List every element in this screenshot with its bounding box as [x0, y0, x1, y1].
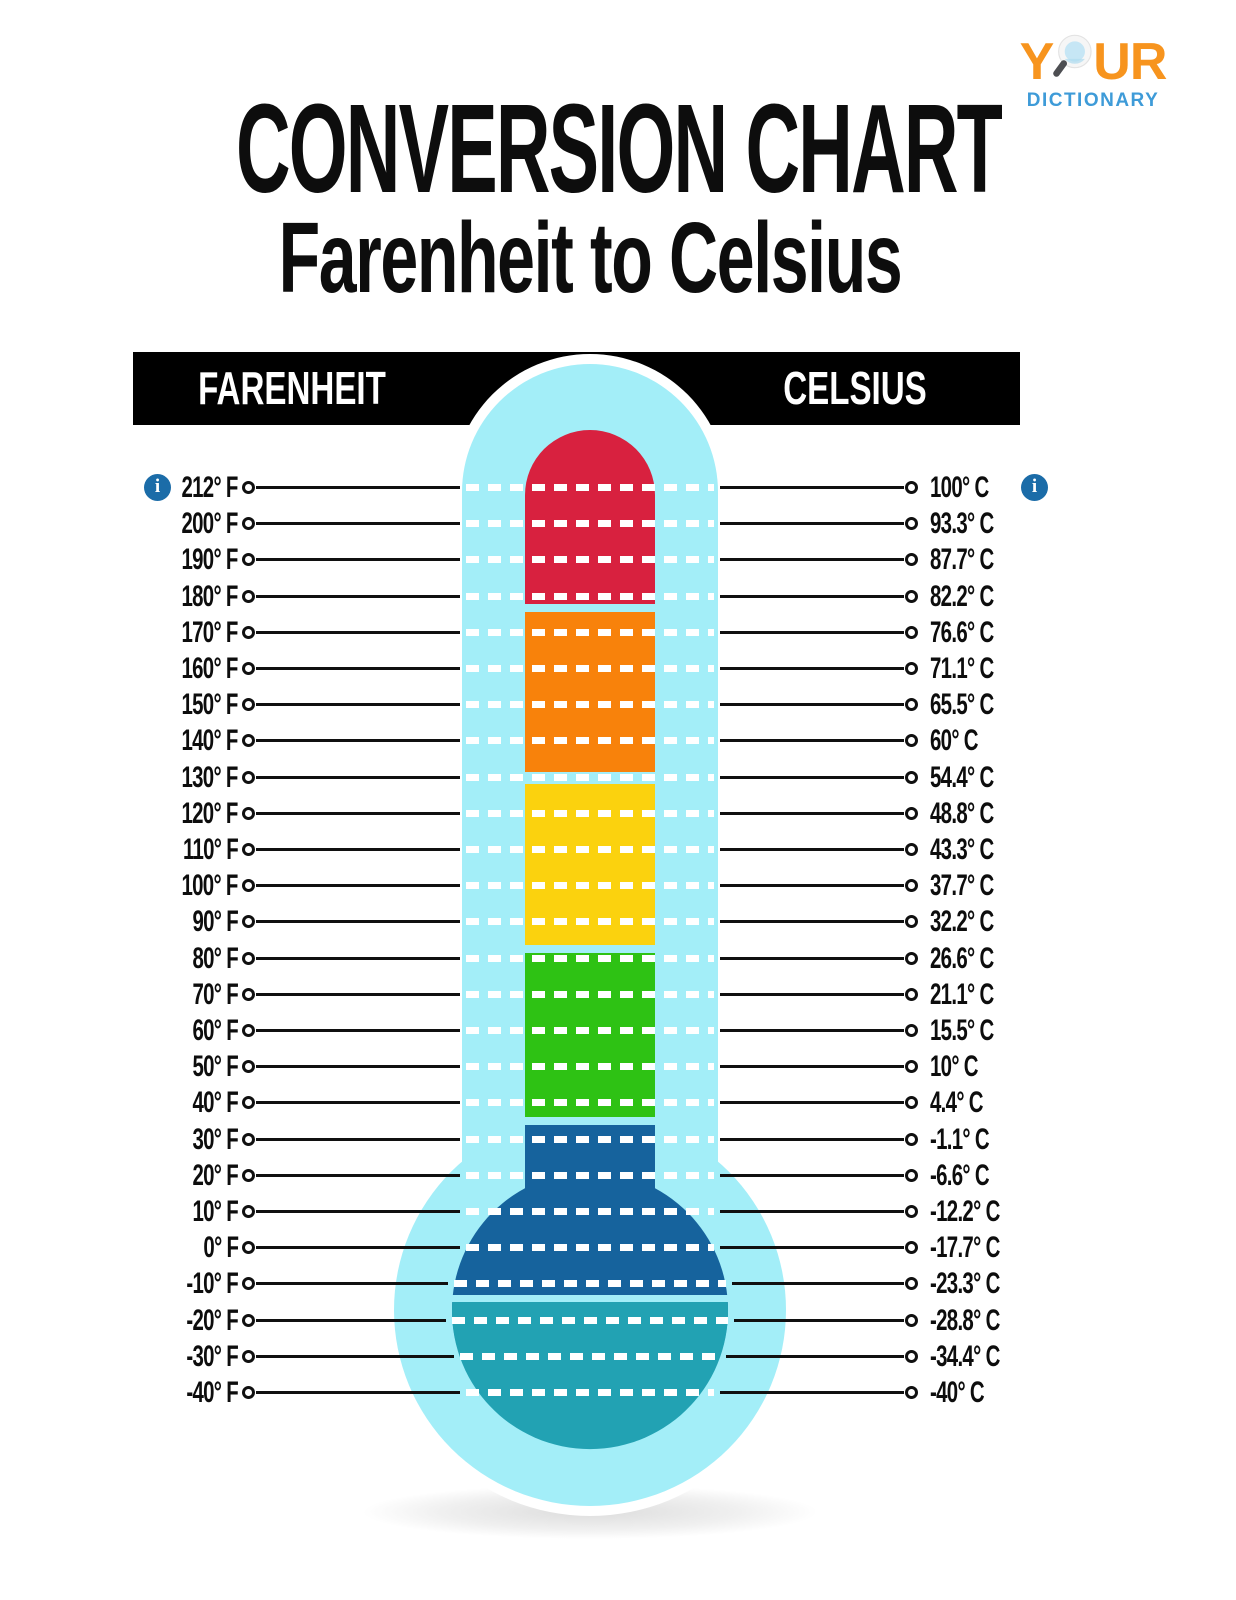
celsius-label: 32.2° C: [930, 905, 994, 938]
fahrenheit-line-endpoint: [242, 1241, 255, 1254]
celsius-leader-line: [720, 739, 904, 742]
conversion-row: [0, 654, 1236, 684]
thermometer-dash-line: [466, 810, 714, 817]
celsius-label: 82.2° C: [930, 580, 994, 613]
fahrenheit-leader-line: [256, 848, 460, 851]
celsius-line-endpoint: [905, 771, 918, 784]
celsius-leader-line: [734, 1319, 904, 1322]
conversion-row: [0, 1269, 1236, 1299]
fahrenheit-label: 170° F: [181, 616, 238, 649]
info-icon-fahrenheit: i: [144, 474, 171, 501]
celsius-label: 37.7° C: [930, 869, 994, 902]
fahrenheit-leader-line: [256, 486, 460, 489]
celsius-leader-line: [720, 595, 904, 598]
fahrenheit-line-endpoint: [242, 952, 255, 965]
thermometer-dash-line: [466, 955, 714, 962]
thermometer-dash-line: [466, 846, 714, 853]
fahrenheit-label: -10° F: [186, 1267, 238, 1300]
fahrenheit-line-endpoint: [242, 879, 255, 892]
logo-wordmark: [1015, 34, 1171, 89]
celsius-label: 10° C: [930, 1050, 978, 1083]
fahrenheit-line-endpoint: [242, 1350, 255, 1363]
celsius-line-endpoint: [905, 988, 918, 1001]
fahrenheit-label: 120° F: [181, 797, 238, 830]
thermometer-dash-line: [466, 774, 714, 781]
celsius-line-endpoint: [905, 879, 918, 892]
celsius-leader-line: [720, 1101, 904, 1104]
conversion-row: [0, 618, 1236, 648]
conversion-row: [0, 1088, 1236, 1118]
thermometer-dash-line: [466, 737, 714, 744]
celsius-label: -6.6° C: [930, 1159, 989, 1192]
fahrenheit-line-endpoint: [242, 517, 255, 530]
celsius-leader-line: [720, 812, 904, 815]
fahrenheit-line-endpoint: [242, 481, 255, 494]
fahrenheit-line-endpoint: [242, 1205, 255, 1218]
fahrenheit-leader-line: [256, 595, 460, 598]
celsius-label: 93.3° C: [930, 507, 994, 540]
thermometer-dash-line: [466, 484, 714, 491]
fahrenheit-label: 0° F: [203, 1231, 238, 1264]
thermometer-dash-line: [466, 1063, 714, 1070]
fahrenheit-line-endpoint: [242, 553, 255, 566]
logo-letters-ur: UR: [1093, 32, 1167, 91]
celsius-label: -34.4° C: [930, 1340, 1000, 1373]
celsius-label: 87.7° C: [930, 543, 994, 576]
fahrenheit-line-endpoint: [242, 1096, 255, 1109]
celsius-label: -40° C: [930, 1376, 984, 1409]
celsius-leader-line: [720, 703, 904, 706]
thermometer-dash-line: [452, 1317, 728, 1324]
conversion-row: [0, 835, 1236, 865]
celsius-leader-line: [720, 993, 904, 996]
celsius-label: 71.1° C: [930, 652, 994, 685]
celsius-line-endpoint: [905, 1350, 918, 1363]
fahrenheit-leader-line: [256, 1210, 460, 1213]
thermometer-dash-line: [466, 520, 714, 527]
celsius-leader-line: [720, 776, 904, 779]
conversion-row: [0, 1342, 1236, 1372]
celsius-line-endpoint: [905, 662, 918, 675]
celsius-leader-line: [720, 1138, 904, 1141]
fahrenheit-label: 110° F: [182, 833, 238, 866]
fahrenheit-line-endpoint: [242, 626, 255, 639]
fahrenheit-line-endpoint: [242, 590, 255, 603]
fahrenheit-leader-line: [256, 1101, 460, 1104]
celsius-label: -1.1° C: [930, 1123, 989, 1156]
celsius-line-endpoint: [905, 1241, 918, 1254]
fahrenheit-leader-line: [256, 920, 460, 923]
celsius-label: -28.8° C: [930, 1304, 1000, 1337]
conversion-row: [0, 1052, 1236, 1082]
conversion-row: [0, 1016, 1236, 1046]
fahrenheit-line-endpoint: [242, 1060, 255, 1073]
fahrenheit-label: 40° F: [192, 1086, 238, 1119]
thermometer-dash-line: [466, 701, 714, 708]
conversion-row: [0, 545, 1236, 575]
conversion-row: [0, 726, 1236, 756]
fahrenheit-leader-line: [256, 812, 460, 815]
conversion-row: [0, 944, 1236, 974]
fahrenheit-leader-line: [256, 667, 460, 670]
fahrenheit-label: 212° F: [181, 471, 238, 504]
celsius-line-endpoint: [905, 1096, 918, 1109]
celsius-line-endpoint: [905, 626, 918, 639]
fahrenheit-leader-line: [256, 1355, 454, 1358]
fahrenheit-label: 140° F: [181, 724, 238, 757]
celsius-label: -17.7° C: [930, 1231, 1000, 1264]
page-subtitle: Farenheit to Celsius: [278, 202, 902, 314]
celsius-leader-line: [720, 920, 904, 923]
fahrenheit-label: 50° F: [192, 1050, 238, 1083]
fahrenheit-leader-line: [256, 884, 460, 887]
fahrenheit-line-endpoint: [242, 988, 255, 1001]
fahrenheit-line-endpoint: [242, 807, 255, 820]
fahrenheit-label: 200° F: [181, 507, 238, 540]
conversion-row: [0, 1233, 1236, 1263]
thermometer-dash-line: [466, 991, 714, 998]
celsius-label: 100° C: [930, 471, 989, 504]
celsius-line-endpoint: [905, 1205, 918, 1218]
fahrenheit-leader-line: [256, 1174, 460, 1177]
fahrenheit-leader-line: [256, 1029, 460, 1032]
fahrenheit-leader-line: [256, 1065, 460, 1068]
thermometer-dash-line: [460, 1353, 720, 1360]
fahrenheit-leader-line: [256, 776, 460, 779]
celsius-label: 21.1° C: [930, 978, 994, 1011]
celsius-label: 43.3° C: [930, 833, 994, 866]
celsius-column-header: CELSIUS: [783, 362, 927, 414]
celsius-leader-line: [720, 1210, 904, 1213]
conversion-row: [0, 1378, 1236, 1408]
conversion-row: [0, 763, 1236, 793]
celsius-leader-line: [726, 1355, 904, 1358]
fahrenheit-leader-line: [256, 1246, 460, 1249]
celsius-leader-line: [720, 1391, 904, 1394]
celsius-line-endpoint: [905, 1314, 918, 1327]
celsius-line-endpoint: [905, 517, 918, 530]
fahrenheit-label: 130° F: [181, 761, 238, 794]
fahrenheit-label: 20° F: [192, 1159, 238, 1192]
fahrenheit-label: 60° F: [192, 1014, 238, 1047]
thermometer-dash-line: [466, 1389, 714, 1396]
fahrenheit-leader-line: [256, 1391, 460, 1394]
conversion-row: [0, 1125, 1236, 1155]
celsius-leader-line: [720, 1174, 904, 1177]
fahrenheit-label: -30° F: [186, 1340, 238, 1373]
celsius-line-endpoint: [905, 553, 918, 566]
fahrenheit-line-endpoint: [242, 1169, 255, 1182]
celsius-label: 54.4° C: [930, 761, 994, 794]
celsius-line-endpoint: [905, 807, 918, 820]
fahrenheit-leader-line: [256, 631, 460, 634]
conversion-row: [0, 1306, 1236, 1336]
thermometer-dash-line: [466, 556, 714, 563]
celsius-line-endpoint: [905, 481, 918, 494]
fahrenheit-line-endpoint: [242, 771, 255, 784]
celsius-leader-line: [720, 522, 904, 525]
celsius-line-endpoint: [905, 915, 918, 928]
conversion-row: [0, 473, 1236, 503]
celsius-leader-line: [720, 631, 904, 634]
celsius-label: -12.2° C: [930, 1195, 1000, 1228]
thermometer-dash-line: [466, 1136, 714, 1143]
celsius-line-endpoint: [905, 1060, 918, 1073]
fahrenheit-label: 80° F: [192, 942, 238, 975]
celsius-leader-line: [720, 1029, 904, 1032]
celsius-line-endpoint: [905, 1277, 918, 1290]
fahrenheit-line-endpoint: [242, 734, 255, 747]
celsius-line-endpoint: [905, 1133, 918, 1146]
thermometer-dash-line: [466, 1208, 714, 1215]
fahrenheit-label: 190° F: [181, 543, 238, 576]
fahrenheit-label: -40° F: [186, 1376, 238, 1409]
fahrenheit-line-endpoint: [242, 698, 255, 711]
celsius-line-endpoint: [905, 1169, 918, 1182]
fahrenheit-label: -20° F: [186, 1304, 238, 1337]
fahrenheit-line-endpoint: [242, 843, 255, 856]
fahrenheit-line-endpoint: [242, 1133, 255, 1146]
fahrenheit-leader-line: [256, 993, 460, 996]
celsius-line-endpoint: [905, 1386, 918, 1399]
fahrenheit-line-endpoint: [242, 1386, 255, 1399]
celsius-leader-line: [720, 486, 904, 489]
celsius-label: 48.8° C: [930, 797, 994, 830]
celsius-line-endpoint: [905, 590, 918, 603]
logo-letter-y: Y: [1019, 32, 1054, 91]
thermometer-dash-line: [454, 1280, 726, 1287]
celsius-line-endpoint: [905, 952, 918, 965]
celsius-line-endpoint: [905, 698, 918, 711]
thermometer-dash-line: [466, 1244, 714, 1251]
fahrenheit-label: 70° F: [192, 978, 238, 1011]
celsius-line-endpoint: [905, 843, 918, 856]
celsius-label: 4.4° C: [930, 1086, 983, 1119]
conversion-row: [0, 799, 1236, 829]
conversion-row: [0, 690, 1236, 720]
fahrenheit-line-endpoint: [242, 662, 255, 675]
fahrenheit-label: 100° F: [181, 869, 238, 902]
celsius-line-endpoint: [905, 1024, 918, 1037]
thermometer-dash-line: [466, 918, 714, 925]
celsius-label: 76.6° C: [930, 616, 994, 649]
celsius-label: 26.6° C: [930, 942, 994, 975]
fahrenheit-leader-line: [256, 739, 460, 742]
thermometer-dash-line: [466, 629, 714, 636]
celsius-leader-line: [720, 848, 904, 851]
fahrenheit-line-endpoint: [242, 1277, 255, 1290]
fahrenheit-label: 90° F: [192, 905, 238, 938]
fahrenheit-leader-line: [256, 558, 460, 561]
fahrenheit-label: 150° F: [181, 688, 238, 721]
thermometer-dash-line: [466, 1027, 714, 1034]
fahrenheit-label: 10° F: [192, 1195, 238, 1228]
thermometer-dash-line: [466, 665, 714, 672]
fahrenheit-leader-line: [256, 1282, 448, 1285]
conversion-row: [0, 907, 1236, 937]
celsius-line-endpoint: [905, 734, 918, 747]
celsius-label: 15.5° C: [930, 1014, 994, 1047]
magnifier-icon: [1050, 34, 1096, 89]
celsius-label: 60° C: [930, 724, 978, 757]
thermometer-dash-line: [466, 593, 714, 600]
fahrenheit-leader-line: [256, 703, 460, 706]
fahrenheit-leader-line: [256, 1319, 446, 1322]
celsius-leader-line: [720, 1065, 904, 1068]
fahrenheit-label: 30° F: [192, 1123, 238, 1156]
fahrenheit-leader-line: [256, 1138, 460, 1141]
thermometer-dash-line: [466, 882, 714, 889]
logo-dictionary: DICTIONARY: [1026, 90, 1160, 111]
page-title: CONVERSION CHART: [236, 78, 1002, 219]
fahrenheit-label: 160° F: [181, 652, 238, 685]
thermometer-dash-line: [466, 1099, 714, 1106]
conversion-row: [0, 871, 1236, 901]
celsius-label: -23.3° C: [930, 1267, 1000, 1300]
celsius-leader-line: [720, 957, 904, 960]
conversion-row: [0, 582, 1236, 612]
fahrenheit-line-endpoint: [242, 915, 255, 928]
brand-logo: [1015, 34, 1171, 112]
celsius-leader-line: [720, 884, 904, 887]
celsius-label: 65.5° C: [930, 688, 994, 721]
fahrenheit-leader-line: [256, 957, 460, 960]
info-icon-celsius: i: [1021, 474, 1048, 501]
conversion-row: [0, 980, 1236, 1010]
fahrenheit-line-endpoint: [242, 1314, 255, 1327]
fahrenheit-column-header: FARENHEIT: [198, 362, 386, 414]
celsius-leader-line: [720, 1246, 904, 1249]
conversion-row: [0, 509, 1236, 539]
celsius-leader-line: [720, 558, 904, 561]
thermometer-dash-line: [466, 1172, 714, 1179]
celsius-leader-line: [732, 1282, 904, 1285]
conversion-row: [0, 1197, 1236, 1227]
fahrenheit-leader-line: [256, 522, 460, 525]
conversion-row: [0, 1161, 1236, 1191]
celsius-leader-line: [720, 667, 904, 670]
fahrenheit-label: 180° F: [181, 580, 238, 613]
fahrenheit-line-endpoint: [242, 1024, 255, 1037]
